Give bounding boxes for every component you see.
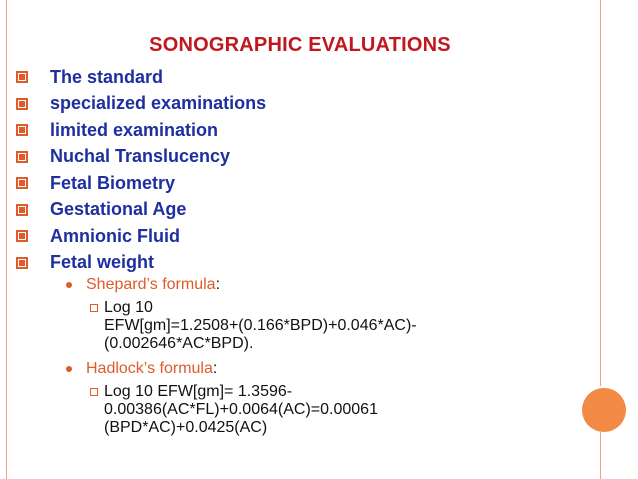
square-bullet-icon [16, 230, 28, 242]
list-item-label: specialized examinations [50, 93, 267, 114]
formula-colon: : [215, 276, 221, 293]
shepard-formula-body [90, 300, 510, 354]
list-item [16, 170, 266, 197]
formula-line: (0.002646*AC*BPD). [104, 335, 254, 352]
list-item [16, 197, 266, 224]
square-bullet-icon [16, 177, 28, 189]
hollow-square-bullet-icon [90, 304, 98, 312]
list-item [16, 250, 266, 277]
list-item [16, 223, 266, 250]
list-item [16, 91, 266, 118]
square-bullet-icon [16, 98, 28, 110]
square-bullet-icon [16, 151, 28, 163]
dot-bullet-icon [66, 282, 72, 288]
formula-line: 0.00386(AC*FL)+0.0064(AC)=0.00061 [104, 401, 378, 418]
shepard-formula-heading [66, 274, 220, 296]
slide-border-right [600, 0, 601, 386]
list-item-label: The standard [50, 66, 164, 87]
square-bullet-icon [16, 257, 28, 269]
dot-bullet-icon [66, 366, 72, 372]
slide-border-left [6, 0, 7, 479]
formula-name: Hadlock’s formula [86, 360, 213, 377]
formula-line: Log 10 EFW[gm]= 1.3596- [104, 383, 293, 400]
list-item-label: Nuchal Translucency [50, 146, 231, 167]
hollow-square-bullet-icon [90, 388, 98, 396]
slide-border-right-lower [600, 432, 601, 479]
formula-line: Log 10 [104, 299, 153, 316]
list-item [16, 144, 266, 171]
list-item-label: Gestational Age [50, 199, 187, 220]
list-item-label: limited examination [50, 119, 219, 140]
square-bullet-icon [16, 124, 28, 136]
list-item [16, 64, 266, 91]
formula-colon: : [212, 360, 218, 377]
topic-list [16, 64, 266, 276]
formula-line: (BPD*AC)+0.0425(AC) [104, 419, 268, 436]
formula-name: Shepard’s formula [86, 276, 216, 293]
hadlock-formula-heading [66, 358, 217, 380]
decorative-circle [582, 388, 626, 432]
hadlock-formula-body [90, 384, 510, 438]
slide-title: SONOGRAPHIC EVALUATIONS [149, 34, 451, 56]
list-item-label: Amnionic Fluid [50, 225, 180, 246]
formula-line: EFW[gm]=1.2508+(0.166*BPD)+0.046*AC)- [104, 317, 417, 334]
square-bullet-icon [16, 204, 28, 216]
list-item-label: Fetal Biometry [50, 172, 176, 193]
list-item [16, 117, 266, 144]
square-bullet-icon [16, 71, 28, 83]
list-item-label: Fetal weight [50, 252, 155, 273]
